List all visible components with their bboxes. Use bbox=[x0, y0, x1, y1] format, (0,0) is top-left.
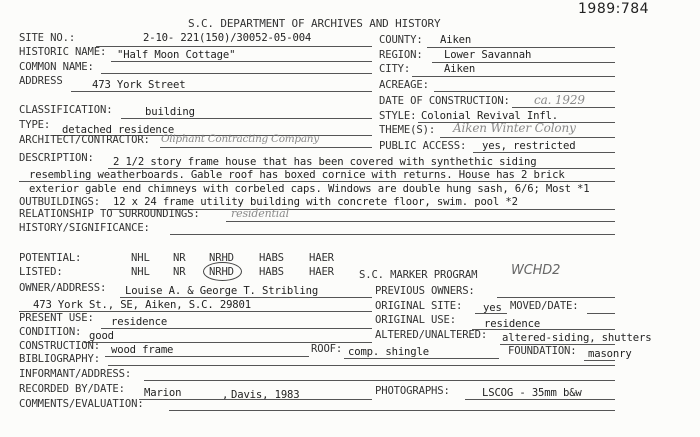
construction-line bbox=[105, 356, 309, 357]
architect-line bbox=[160, 147, 372, 148]
historic-name-label: HISTORIC NAME: bbox=[19, 46, 107, 58]
county-value: Aiken bbox=[440, 34, 472, 46]
listed-nr: NR bbox=[173, 266, 186, 278]
city-line bbox=[412, 76, 615, 77]
outbuildings-label: OUTBUILDINGS: bbox=[19, 196, 100, 208]
present-use-value: residence bbox=[111, 316, 168, 328]
address-value: 473 York Street bbox=[92, 79, 186, 91]
owner-value-2: 473 York St., SE, Aiken, S.C. 29801 bbox=[33, 299, 251, 311]
public-access-line bbox=[473, 152, 615, 153]
site-no-label: SITE NO.: bbox=[19, 32, 76, 44]
informant-label: INFORMANT/ADDRESS: bbox=[19, 368, 132, 380]
city-label: CITY: bbox=[379, 63, 411, 75]
construction-label: CONSTRUCTION: bbox=[19, 340, 100, 352]
themes-value: Aiken Winter Colony bbox=[453, 121, 576, 135]
listed-habs: HABS bbox=[259, 266, 284, 278]
history-line bbox=[170, 234, 615, 235]
classification-value: building bbox=[145, 106, 195, 118]
history-label: HISTORY/SIGNIFICANCE: bbox=[19, 222, 150, 234]
recorded-label: RECORDED BY/DATE: bbox=[19, 383, 125, 395]
altered-value: altered-siding, shutters bbox=[502, 332, 652, 344]
present-use-label: PRESENT USE: bbox=[19, 312, 94, 324]
condition-value: good bbox=[89, 330, 114, 342]
listed-haer: HAER bbox=[309, 266, 334, 278]
marker-value: WCHD2 bbox=[511, 263, 561, 278]
common-name-label: COMMON NAME: bbox=[19, 61, 94, 73]
relationship-line bbox=[226, 221, 615, 222]
original-use-label: ORIGINAL USE: bbox=[375, 314, 456, 326]
comments-label: COMMENTS/EVALUATION: bbox=[19, 398, 144, 410]
bibliography-label: BIBLIOGRAPHY: bbox=[19, 353, 100, 365]
address-line bbox=[71, 91, 372, 92]
accession-number: 1989:784 bbox=[578, 1, 650, 17]
construction-value: wood frame bbox=[111, 344, 174, 356]
listed-label: LISTED: bbox=[19, 266, 63, 278]
address-label: ADDRESS bbox=[19, 75, 63, 87]
site-no-line bbox=[96, 46, 372, 47]
marker-label: S.C. MARKER PROGRAM bbox=[359, 269, 478, 281]
architect-value: Oliphant Contracting Company bbox=[161, 133, 319, 145]
listed-nrhd-circle bbox=[203, 262, 242, 281]
comments-line bbox=[169, 410, 615, 411]
themes-line bbox=[440, 137, 615, 138]
previous-owners-label: PREVIOUS OWNERS: bbox=[375, 285, 475, 297]
previous-owners-line bbox=[497, 297, 615, 298]
acreage-line bbox=[434, 91, 615, 92]
region-value: Lower Savannah bbox=[444, 49, 532, 61]
city-value: Aiken bbox=[444, 63, 476, 75]
potential-label: POTENTIAL: bbox=[19, 252, 82, 264]
owner-label: OWNER/ADDRESS: bbox=[19, 282, 107, 294]
description-line-2: resembling weatherboards. Gable roof has boxed cornice with returns. House has 2 brick bbox=[29, 169, 565, 181]
listed-nrhd: NRHD bbox=[209, 266, 234, 278]
original-site-label: ORIGINAL SITE: bbox=[375, 300, 463, 312]
potential-habs: HABS bbox=[259, 252, 284, 264]
roof-line bbox=[344, 358, 499, 359]
photographs-label: PHOTOGRAPHS: bbox=[375, 385, 450, 397]
original-use-value: residence bbox=[484, 318, 541, 330]
style-label: STYLE: bbox=[379, 110, 417, 122]
roof-value: comp. shingle bbox=[348, 346, 429, 358]
moved-date-line bbox=[587, 313, 615, 314]
photographs-line bbox=[465, 399, 615, 400]
themes-label: THEME(S): bbox=[379, 124, 436, 136]
owner-value-1: Louise A. & George T. Stribling bbox=[125, 285, 319, 297]
style-value: Colonial Revival Infl. bbox=[421, 110, 559, 122]
type-value: detached residence bbox=[62, 124, 175, 136]
historic-name-value: "Half Moon Cottage" bbox=[117, 49, 236, 61]
recorded-name: Marion bbox=[144, 387, 182, 399]
outbuildings-value: 12 x 24 frame utility building with concrete floor, swim. pool *2 bbox=[113, 196, 518, 208]
date-construction-line bbox=[512, 107, 615, 108]
classification-line bbox=[121, 118, 372, 119]
recorded-rest: Davis, 1983 bbox=[231, 389, 300, 401]
architect-label: ARCHITECT/CONTRACTOR: bbox=[19, 134, 150, 146]
county-line bbox=[427, 47, 615, 48]
description-line-1: 2 1/2 story frame house that has been covered with synthethic siding bbox=[113, 156, 537, 168]
owner-line-1 bbox=[120, 297, 372, 298]
listed-nhl: NHL bbox=[131, 266, 150, 278]
common-name-line bbox=[101, 73, 372, 74]
original-site-line bbox=[475, 313, 507, 314]
informant-line bbox=[144, 380, 615, 381]
altered-label: ALTERED/UNALTERED: bbox=[375, 329, 488, 341]
historic-name-line bbox=[111, 61, 372, 62]
original-use-line bbox=[472, 329, 615, 330]
description-line-3: exterior gable end chimneys with corbeled caps. Windows are double hung sash, 6/6; Most *1 bbox=[29, 183, 590, 195]
date-construction-value: ca. 1929 bbox=[534, 93, 585, 107]
public-access-label: PUBLIC ACCESS: bbox=[379, 140, 467, 152]
relationship-value: residential bbox=[231, 207, 289, 220]
county-label: COUNTY: bbox=[379, 34, 423, 46]
site-no-value: 2-10- 221(150)/30052-05-004 bbox=[143, 32, 312, 44]
description-underline-2 bbox=[19, 181, 615, 182]
photographs-value: LSCOG - 35mm b&w bbox=[482, 387, 582, 399]
original-site-value: yes bbox=[483, 302, 502, 314]
moved-date-label: MOVED/DATE: bbox=[510, 300, 579, 312]
form-header: S.C. DEPARTMENT OF ARCHIVES AND HISTORY bbox=[188, 17, 441, 30]
potential-haer: HAER bbox=[309, 252, 334, 264]
acreage-label: ACREAGE: bbox=[379, 79, 429, 91]
type-label: TYPE: bbox=[19, 119, 51, 131]
description-label: DESCRIPTION: bbox=[19, 152, 94, 164]
foundation-label: FOUNDATION: bbox=[508, 345, 577, 357]
condition-label: CONDITION: bbox=[19, 326, 82, 338]
potential-nrhd: NRHD bbox=[209, 252, 234, 264]
recorded-sep: , bbox=[222, 389, 229, 401]
roof-label: ROOF: bbox=[311, 343, 343, 355]
potential-nhl: NHL bbox=[131, 252, 150, 264]
date-construction-label: DATE OF CONSTRUCTION: bbox=[379, 95, 510, 107]
bibliography-line bbox=[108, 365, 615, 366]
public-access-value: yes, restricted bbox=[482, 140, 576, 152]
region-label: REGION: bbox=[379, 49, 423, 61]
foundation-value: masonry bbox=[588, 348, 632, 360]
present-use-line bbox=[101, 328, 372, 329]
classification-label: CLASSIFICATION: bbox=[19, 104, 113, 116]
relationship-label: RELATIONSHIP TO SURROUNDINGS: bbox=[19, 208, 200, 220]
recorded-line bbox=[139, 399, 372, 400]
potential-nr: NR bbox=[173, 252, 186, 264]
foundation-line bbox=[584, 360, 615, 361]
